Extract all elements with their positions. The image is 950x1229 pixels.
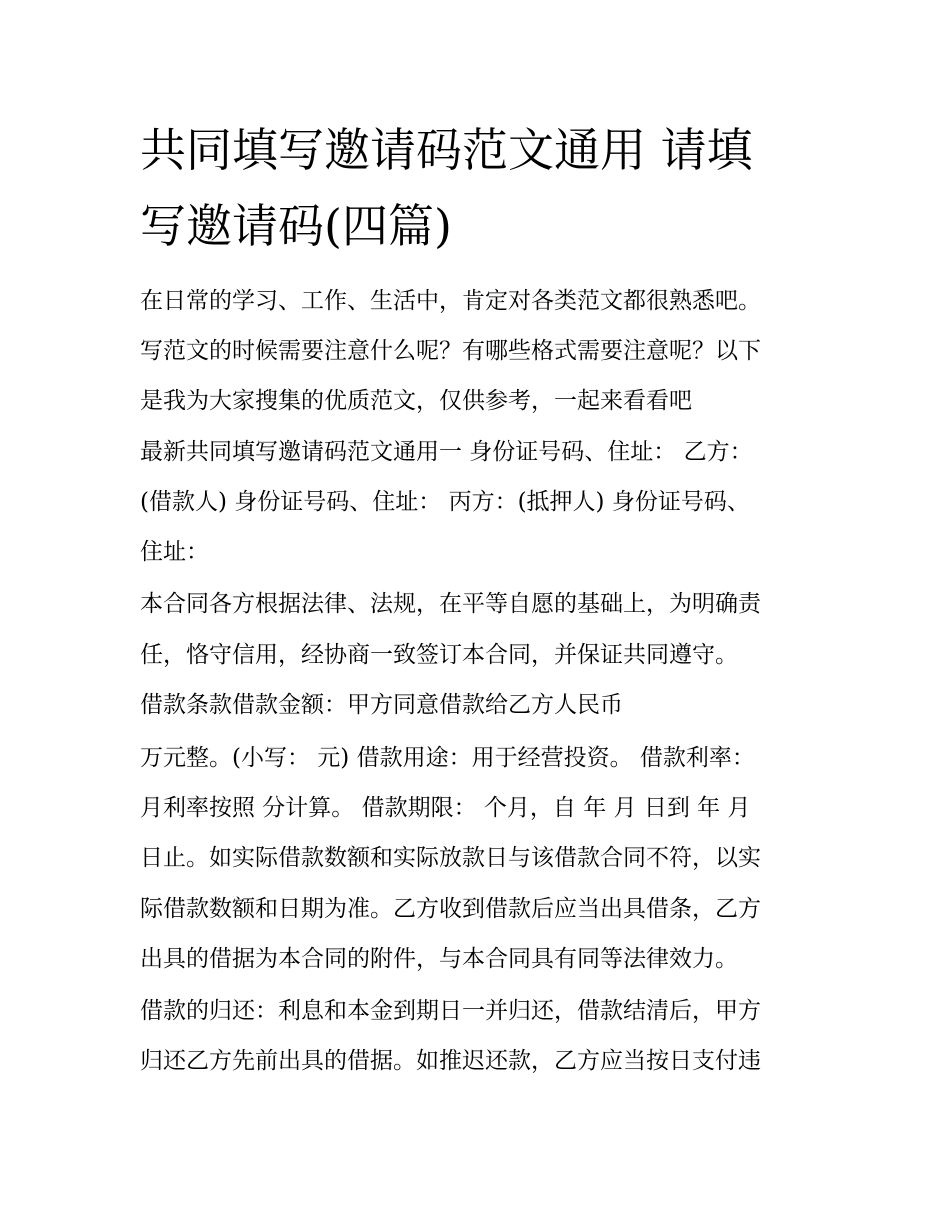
document-title — [140, 112, 820, 264]
body-line: 写范文的时候需要注意什么呢？有哪些格式需要注意呢？以下 — [140, 338, 761, 364]
title-line-2: 写邀请码(四篇) — [140, 199, 452, 253]
body-line: 出具的借据为本合同的附件，与本合同具有同等法律效力。 — [140, 946, 738, 972]
body-line: (借款人) 身份证号码、住址： 丙方：(抵押人) 身份证号码、 — [140, 489, 750, 515]
body-line: 在日常的学习、工作、生活中，肯定对各类范文都很熟悉吧。 — [140, 288, 761, 314]
title-line-1: 共同填写邀请码范文通用 请填 — [140, 123, 753, 177]
body-line: 借款的归还：利息和本金到期日一并归还，借款结清后，甲方 — [140, 998, 761, 1024]
body-line: 本合同各方根据法律、法规，在平等自愿的基础上，为明确责 — [140, 591, 761, 617]
body-line: 际借款数额和日期为准。乙方收到借款后应当出具借条，乙方 — [140, 896, 761, 922]
body-line: 归还乙方先前出具的借据。如推迟还款，乙方应当按日支付违 — [140, 1048, 761, 1074]
body-line: 日止。如实际借款数额和实际放款日与该借款合同不符，以实 — [140, 845, 761, 871]
body-line: 最新共同填写邀请码范文通用一 身份证号码、住址： 乙方： — [140, 439, 753, 465]
body-line: 任，恪守信用，经协商一致签订本合同，并保证共同遵守。 — [140, 642, 738, 668]
body-line: 万元整。(小写： 元) 借款用途：用于经营投资。 借款利率： — [140, 745, 755, 771]
body-line: 月利率按照 分计算。 借款期限： 个月，自 年 月 日到 年 月 — [140, 795, 751, 821]
body-line: 住址： — [140, 539, 209, 565]
body-line: 借款条款借款金额：甲方同意借款给乙方人民币 — [140, 692, 623, 718]
body-line: 是我为大家搜集的优质范文，仅供参考，一起来看看吧 — [140, 388, 692, 414]
